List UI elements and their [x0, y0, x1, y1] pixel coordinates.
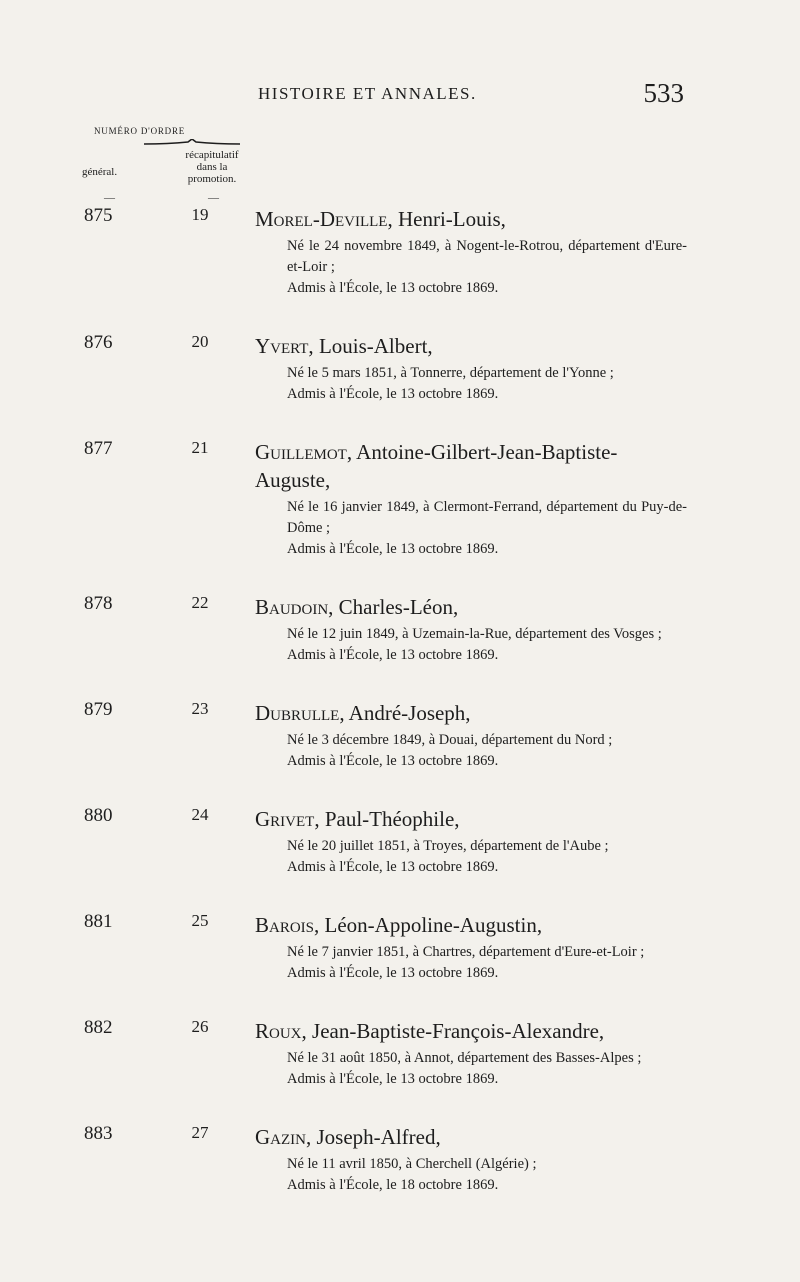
entry-name — [255, 911, 687, 939]
list-item — [0, 1017, 800, 1090]
entry-birth: Né le 11 avril 1850, à Cherchell (Algérie) ; — [287, 1156, 537, 1172]
entry-surname: Yvert, — [255, 334, 314, 358]
entry-given-names: Antoine-Gilbert-Jean-Baptiste-Auguste, — [255, 440, 618, 492]
entry-given-names: Léon-Appoline-Augustin, — [319, 913, 543, 937]
entry-general-number: 876 — [84, 332, 113, 353]
entry-recap-number: 25 — [191, 911, 209, 930]
entry-birth: Né le 12 juin 1849, à Uzemain-la-Rue, département des Vosges ; — [287, 626, 662, 642]
entry-admission: Admis à l'École, le 13 octobre 1869. — [287, 753, 499, 769]
column-header-recap-line3: promotion. — [187, 173, 237, 185]
entry-name — [255, 593, 687, 621]
entry-given-names: Henri-Louis, — [392, 207, 506, 231]
entry-birth: Né le 3 décembre 1849, à Douai, département du Nord ; — [287, 732, 613, 748]
entry-recap-number: 20 — [191, 332, 209, 351]
entry-general-number: 880 — [84, 805, 113, 826]
entry-body — [255, 911, 687, 984]
list-item — [0, 205, 800, 299]
column-header-dash-recap: — — [208, 192, 219, 204]
entry-given-names: Jean-Baptiste-François-Alexandre, — [306, 1019, 605, 1043]
entry-body — [255, 805, 687, 878]
entry-surname: Grivet, — [255, 807, 320, 831]
list-item — [0, 332, 800, 405]
column-header-recap-line1: récapitulatif — [185, 149, 239, 161]
entry-recap-number: 24 — [191, 805, 209, 824]
entry-name — [255, 699, 687, 727]
entry-body — [255, 699, 687, 772]
entry-given-names: Joseph-Alfred, — [311, 1125, 441, 1149]
entry-body — [255, 332, 687, 405]
list-item — [0, 1123, 800, 1196]
entry-name — [255, 805, 687, 833]
list-item — [0, 593, 800, 666]
entry-general-number: 883 — [84, 1123, 113, 1144]
list-item — [0, 805, 800, 878]
entry-general-number: 877 — [84, 438, 113, 459]
entry-given-names: André-Joseph, — [344, 701, 471, 725]
entry-recap-number: 22 — [191, 593, 209, 612]
column-header-dash-general: — — [104, 192, 115, 204]
entry-recap-number: 23 — [191, 699, 209, 718]
entry-admission: Admis à l'École, le 13 octobre 1869. — [287, 965, 499, 981]
running-title: HISTOIRE ET ANNALES. — [258, 84, 477, 103]
entry-body — [255, 1017, 687, 1090]
entry-given-names: Louis-Albert, — [313, 334, 433, 358]
column-header-recap-line2: dans la — [196, 161, 228, 173]
brace-icon — [144, 139, 240, 145]
entry-given-names: Charles-Léon, — [333, 595, 459, 619]
entry-body — [255, 1123, 687, 1196]
entry-name — [255, 205, 687, 233]
entry-surname: Barois, — [255, 913, 320, 937]
entry-recap-number: 26 — [191, 1017, 209, 1036]
entry-admission: Admis à l'École, le 18 octobre 1869. — [287, 1177, 499, 1193]
entry-recap-number: 21 — [191, 438, 209, 457]
entry-name — [255, 1017, 687, 1045]
entry-general-number: 878 — [84, 593, 113, 614]
entry-birth: Né le 7 janvier 1851, à Chartres, département d'Eure-et-Loir ; — [287, 944, 645, 960]
list-item — [0, 911, 800, 984]
entry-recap-number: 19 — [191, 205, 209, 224]
entry-general-number: 881 — [84, 911, 113, 932]
entry-birth: Né le 5 mars 1851, à Tonnerre, département de l'Yonne ; — [287, 365, 614, 381]
entry-admission: Admis à l'École, le 13 octobre 1869. — [287, 280, 499, 296]
column-header-recap — [160, 149, 264, 185]
entry-surname: Gazin, — [255, 1125, 312, 1149]
entry-surname: Morel-Deville, — [255, 207, 393, 231]
entry-name — [255, 438, 687, 494]
entry-list — [0, 205, 800, 1229]
entry-body — [255, 205, 687, 299]
entry-birth: Né le 31 août 1850, à Annot, département des Basses-Alpes ; — [287, 1050, 642, 1066]
entry-name — [255, 1123, 687, 1151]
entry-surname: Dubrulle, — [255, 701, 345, 725]
entry-surname: Baudoin, — [255, 595, 334, 619]
entry-general-number: 875 — [84, 205, 113, 226]
entry-admission: Admis à l'École, le 13 octobre 1869. — [287, 1071, 499, 1087]
entry-general-number: 879 — [84, 699, 113, 720]
entry-admission: Admis à l'École, le 13 octobre 1869. — [287, 386, 499, 402]
entry-recap-number: 27 — [191, 1123, 209, 1142]
entry-body — [255, 593, 687, 666]
entry-surname: Guillemot, — [255, 440, 353, 464]
entry-birth: Né le 24 novembre 1849, à Nogent-le-Rotrou, département d'Eure-et-Loir ; — [287, 238, 687, 275]
column-header-title: NUMÉRO D'ORDRE — [94, 126, 186, 136]
list-item — [0, 699, 800, 772]
entry-admission: Admis à l'École, le 13 octobre 1869. — [287, 541, 499, 557]
entry-given-names: Paul-Théophile, — [319, 807, 460, 831]
entry-general-number: 882 — [84, 1017, 113, 1038]
entry-admission: Admis à l'École, le 13 octobre 1869. — [287, 647, 499, 663]
column-header — [82, 126, 262, 216]
entry-surname: Roux, — [255, 1019, 307, 1043]
list-item — [0, 438, 800, 560]
page-number: 533 — [643, 78, 684, 108]
entry-admission: Admis à l'École, le 13 octobre 1869. — [287, 859, 499, 875]
entry-birth: Né le 20 juillet 1851, à Troyes, département de l'Aube ; — [287, 838, 609, 854]
column-header-general: général. — [82, 166, 118, 178]
running-head — [0, 78, 800, 108]
entry-birth: Né le 16 janvier 1849, à Clermont-Ferrand, département du Puy-de-Dôme ; — [287, 499, 687, 536]
entry-body — [255, 438, 687, 560]
entry-name — [255, 332, 687, 360]
